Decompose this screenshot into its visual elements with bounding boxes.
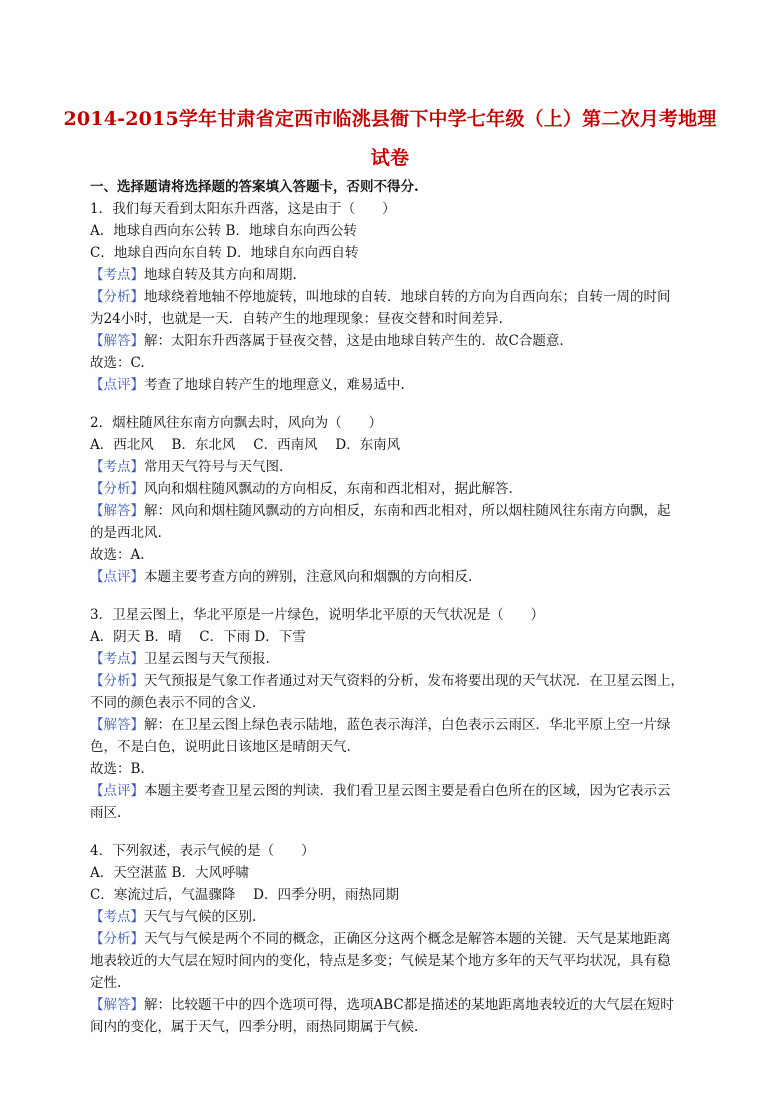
kaodian-tag: 【考点】 [90,267,144,283]
section-heading: 一、选择题请将选择题的答案填入答题卡，否则不得分. [90,179,419,195]
fenxi-tag: 【分析】 [90,931,144,947]
dianping-tag: 【点评】 [90,569,144,585]
fenxi-text: 地球绕着地轴不停地旋转，叫地球的自转．地球自转的方向为自西向东；自转一周的时间 [144,289,671,305]
fenxi-tag: 【分析】 [90,289,144,305]
fenxi-text: 风向和烟柱随风飘动的方向相反，东南和西北相对，据此解答. [144,481,513,497]
kaodian-line [90,649,700,669]
dianping-text: 考查了地球自转产生的地理意义，难易适中. [144,377,405,393]
jieda-tag: 【解答】 [90,997,144,1013]
fenxi-text: 为24小时，也就是一天．自转产生的地理现象：昼夜交替和时间差异. [90,311,503,327]
kaodian-line [90,265,700,285]
fenxi-text: 定性. [90,975,122,991]
jieda-text: 解：在卫星云图上绿色表示陆地，蓝色表示海洋，白色表示云雨区．华北平原上空一片绿 [144,717,671,733]
dianping-tag: 【点评】 [90,783,144,799]
answer-line: 故选：B. [90,761,145,777]
jieda-text: 间内的变化，属于天气，四季分明，雨热同期属于气候. [90,1019,419,1035]
fenxi-text: 天气预报是气象工作者通过对天气资料的分析，发布将要出现的天气状况．在卫星云图上， [144,673,684,689]
question-options: C．寒流过后，气温骤降 D．四季分明，雨热同期 [90,887,399,903]
kaodian-tag: 【考点】 [90,909,144,925]
jieda-line [90,715,700,735]
answer-line: 故选：C. [90,355,145,371]
fenxi-line [90,287,700,307]
jieda-text: 解：风向和烟柱随风飘动的方向相反，东南和西北相对，所以烟柱随风往东南方向飘，起 [144,503,671,519]
dianping-line [90,781,700,801]
jieda-tag: 【解答】 [90,503,144,519]
fenxi-line [90,479,700,499]
kaodian-text: 卫星云图与天气预报. [144,651,270,667]
question-stem: 4．下列叙述，表示气候的是（ ） [90,843,315,859]
question-options: A．西北风 B．东北风 C．西南风 D．东南风 [90,437,401,453]
dianping-text: 雨区. [90,805,122,821]
question-stem: 2．烟柱随风往东南方向飘去时，风向为（ ） [90,415,383,431]
fenxi-line [90,671,700,691]
question-options: C．地球自西向东自转 D．地球自东向西自转 [90,245,359,261]
jieda-text: 色，不是白色，说明此日该地区是晴朗天气. [90,739,351,755]
question-options: A．阴天 B．晴 C．下雨 D．下雪 [90,629,306,645]
dianping-text: 本题主要考查卫星云图的判读．我们看卫星云图主要是看白色所在的区域，因为它表示云 [144,783,671,799]
jieda-text: 的是西北风. [90,525,162,541]
jieda-tag: 【解答】 [90,717,144,733]
dianping-tag: 【点评】 [90,377,144,393]
question-stem: 1．我们每天看到太阳东升西落，这是由于（ ） [90,201,396,217]
kaodian-line [90,457,700,477]
kaodian-tag: 【考点】 [90,459,144,475]
dianping-line [90,375,700,395]
fenxi-text: 天气与气候是两个不同的概念，正确区分这两个概念是解答本题的关键．天气是某地距离 [144,931,671,947]
document-title: 2014-2015学年甘肃省定西市临洮县衙下中学七年级（上）第二次月考地理 [63,108,717,130]
kaodian-tag: 【考点】 [90,651,144,667]
kaodian-line [90,907,700,927]
dianping-line [90,567,700,587]
dianping-text: 本题主要考查方向的辨别，注意风向和烟飘的方向相反. [144,569,473,585]
kaodian-text: 天气与气候的区别. [144,909,257,925]
fenxi-text: 不同的颜色表示不同的含义. [90,695,257,711]
jieda-line [90,331,700,351]
document-title-continued: 试卷 [370,147,410,169]
jieda-text: 解：比较题干中的四个选项可得，选项ABC都是描述的某地距离地表较近的大气层在短时 [144,997,674,1013]
question-stem: 3．卫星云图上，华北平原是一片绿色，说明华北平原的天气状况是（ ） [90,607,545,623]
jieda-line [90,501,700,521]
jieda-tag: 【解答】 [90,333,144,349]
fenxi-text: 地表较近的大气层在短时间内的变化，特点是多变；气候是某个地方多年的天气平均状况，具有稳 [90,953,671,969]
question-options: A．天空湛蓝 B．大风呼啸 [90,865,249,881]
kaodian-text: 常用天气符号与天气图. [144,459,284,475]
question-options: A．地球自西向东公转 B．地球自东向西公转 [90,223,357,239]
jieda-line [90,995,700,1015]
fenxi-line [90,929,700,949]
answer-line: 故选：A. [90,547,145,563]
kaodian-text: 地球自转及其方向和周期. [144,267,297,283]
fenxi-tag: 【分析】 [90,481,144,497]
jieda-text: 解：太阳东升西落属于昼夜交替，这是由地球自转产生的．故C合题意. [144,333,564,349]
fenxi-tag: 【分析】 [90,673,144,689]
